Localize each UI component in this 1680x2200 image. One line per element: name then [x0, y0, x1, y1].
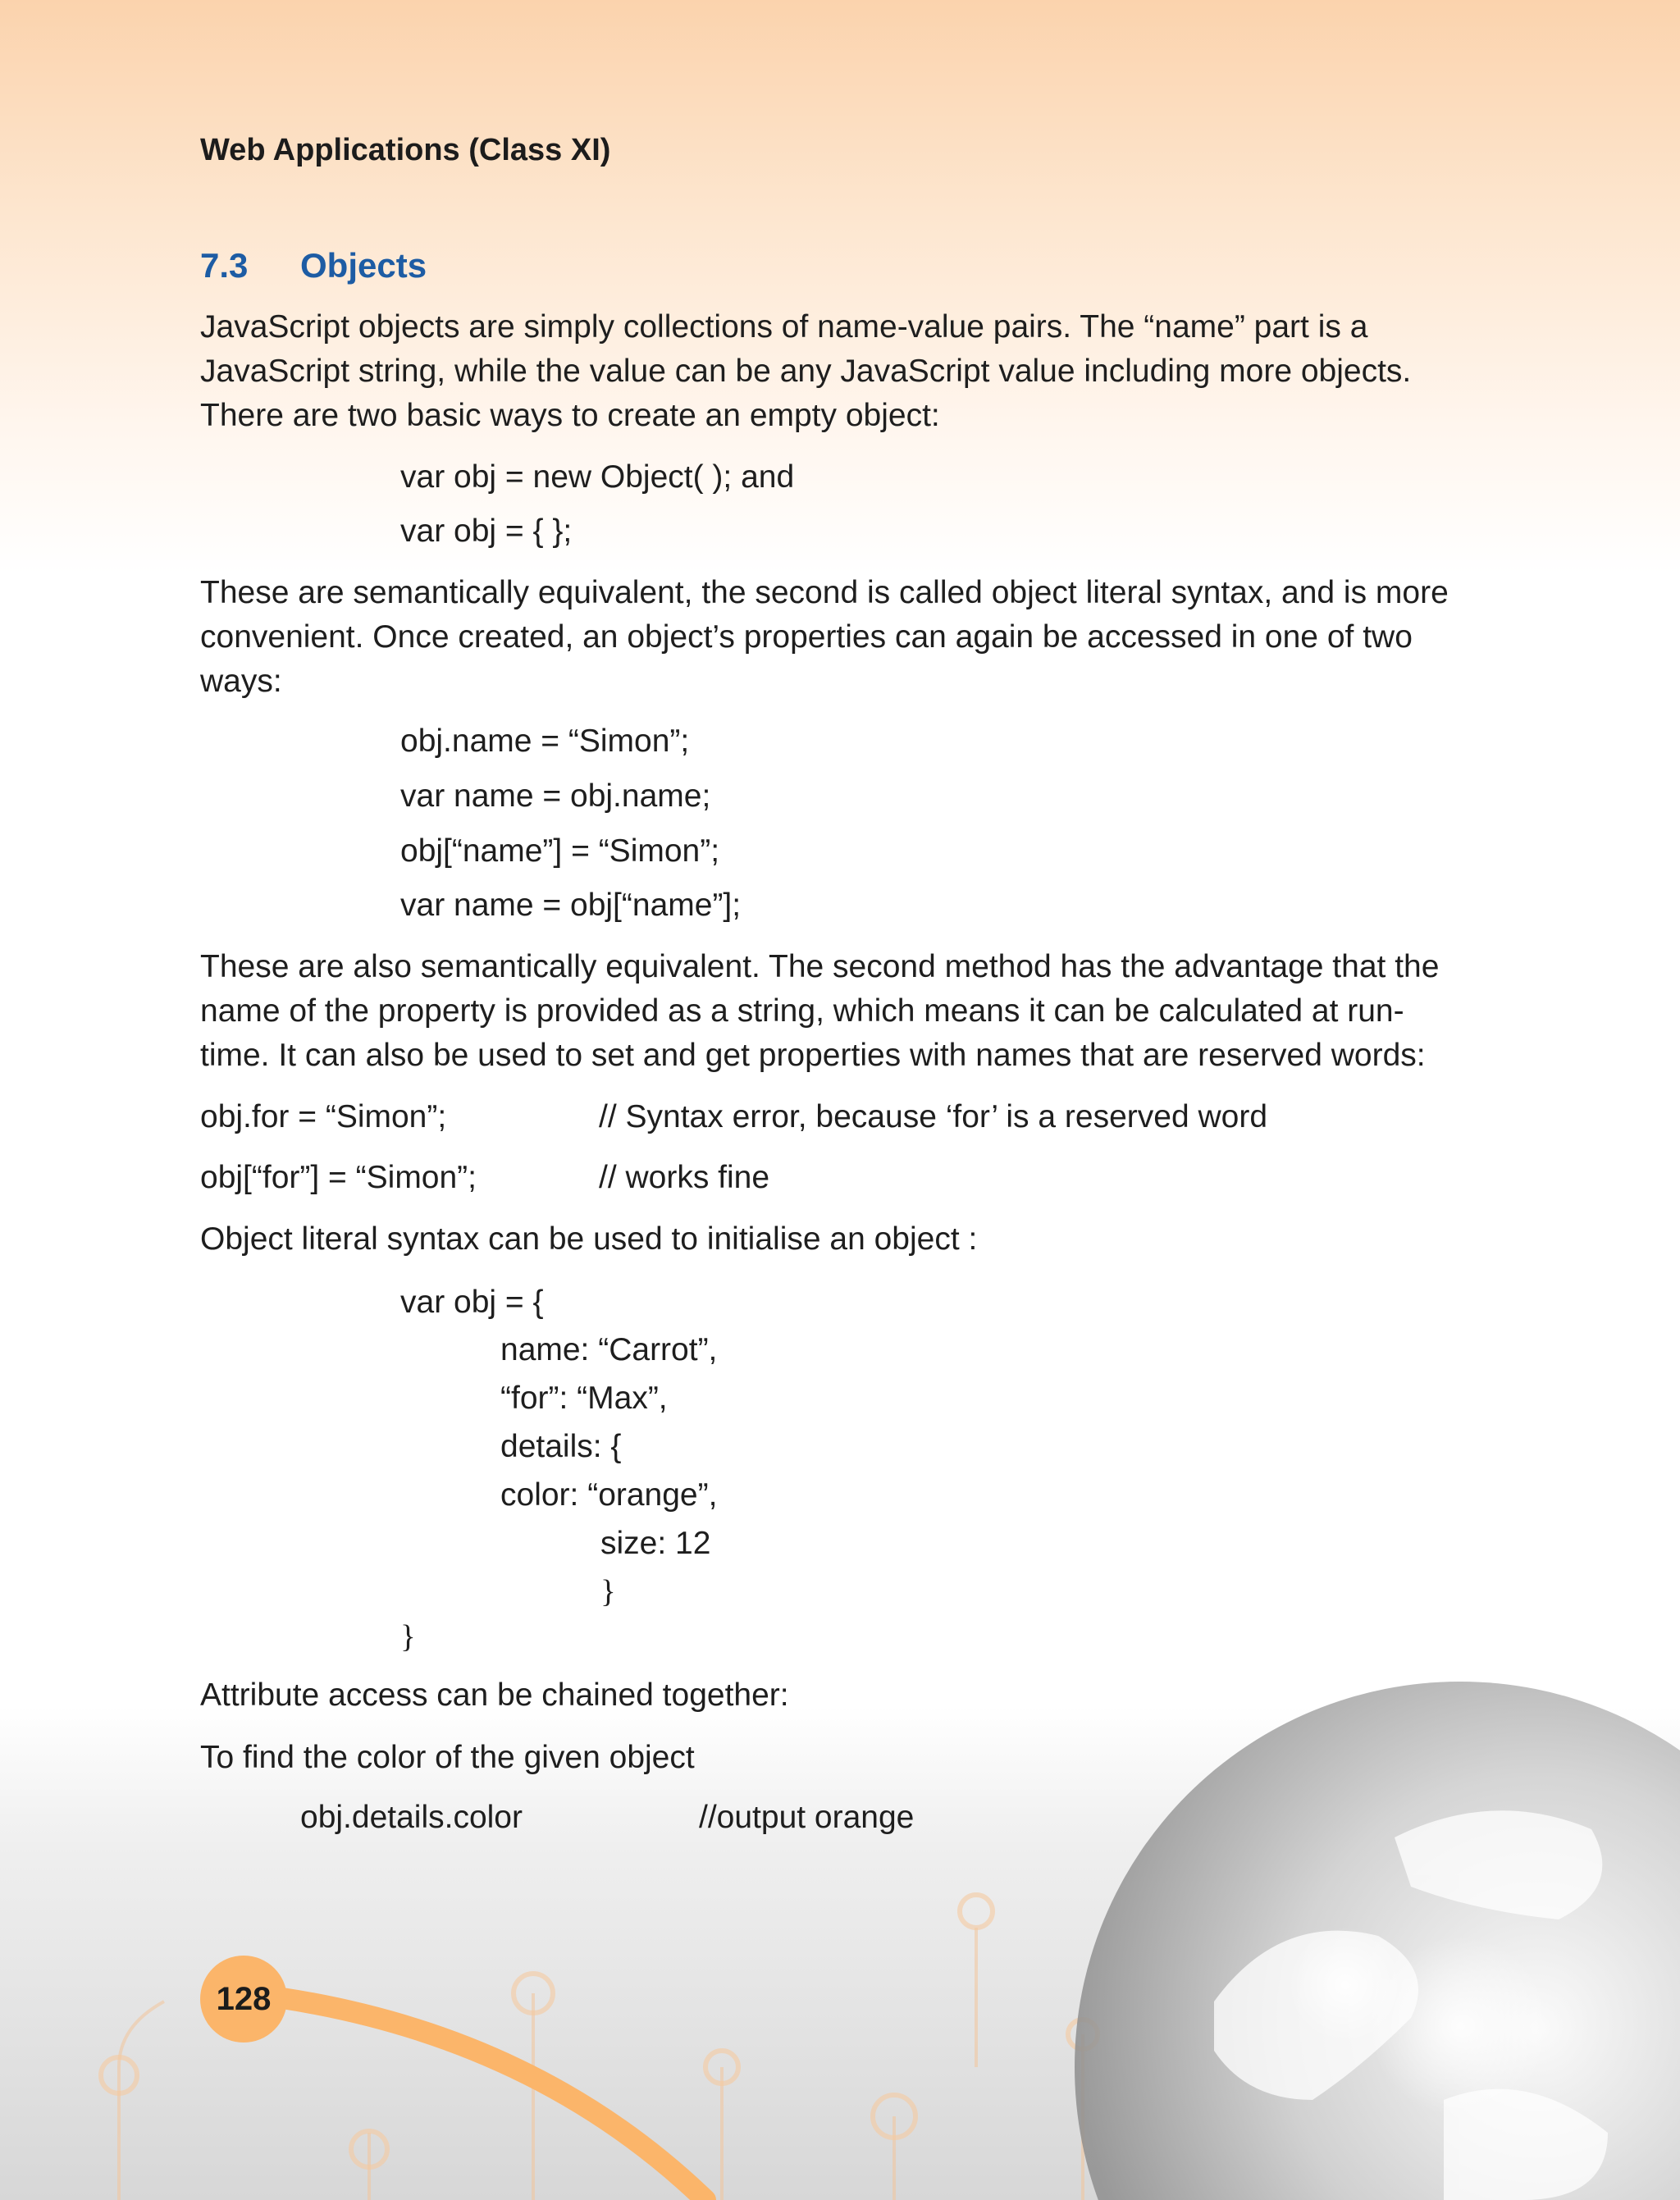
code-line: var obj = { };: [400, 513, 573, 549]
section-number: 7.3: [200, 246, 249, 285]
intro-paragraph-line-2: JavaScript string, while the value can be any JavaScript value including more objects.: [200, 354, 1412, 389]
paragraph-line: name of the property is provided as a string, which means it can be calculated at run-: [200, 993, 1404, 1029]
reserved-example-comment: // Syntax error, because ‘for’ is a reserved word: [599, 1099, 1268, 1134]
code-line: }: [600, 1574, 616, 1609]
paragraph-line: Attribute access can be chained together:: [200, 1677, 789, 1713]
chain-example-code: obj.details.color: [300, 1800, 523, 1835]
paragraph-line: ways:: [200, 664, 282, 699]
code-line: “for”: “Max”,: [500, 1381, 668, 1416]
code-line: details: {: [500, 1429, 622, 1464]
running-header: Web Applications (Class XI): [200, 133, 611, 167]
reserved-example-code: obj.for = “Simon”;: [200, 1099, 447, 1134]
code-line: var obj = {: [400, 1285, 544, 1320]
paragraph-line: time. It can also be used to set and get properties with names that are reserved words:: [200, 1038, 1426, 1073]
code-line: size: 12: [600, 1526, 711, 1561]
paragraph-line: Object literal syntax can be used to initialise an object :: [200, 1221, 978, 1257]
paragraph-line: convenient. Once created, an object’s properties can again be accessed in one of two: [200, 619, 1413, 655]
code-line: obj[“name”] = “Simon”;: [400, 833, 720, 869]
code-line: }: [400, 1619, 416, 1655]
paragraph-line: These are also semantically equivalent. The second method has the advantage that the: [200, 949, 1440, 984]
code-line: name: “Carrot”,: [500, 1332, 718, 1367]
section-title: Objects: [300, 246, 427, 285]
reserved-example-code: obj[“for”] = “Simon”;: [200, 1160, 477, 1195]
code-line: var name = obj[“name”];: [400, 888, 742, 923]
code-line: var name = obj.name;: [400, 778, 711, 814]
paragraph-line: To find the color of the given object: [200, 1740, 695, 1775]
chain-example-comment: //output orange: [699, 1800, 915, 1835]
code-line: color: “orange”,: [500, 1477, 718, 1513]
code-line: var obj = new Object( ); and: [400, 459, 795, 495]
intro-paragraph-line-1: JavaScript objects are simply collections of name-value pairs. The “name” part is a: [200, 309, 1368, 345]
reserved-example-comment: // works fine: [599, 1160, 770, 1195]
code-line: obj.name = “Simon”;: [400, 723, 690, 759]
intro-paragraph-line-3: There are two basic ways to create an empty object:: [200, 398, 940, 433]
page-number: 128: [200, 1956, 287, 2043]
paragraph-line: These are semantically equivalent, the second is called object literal syntax, and is more: [200, 575, 1449, 610]
